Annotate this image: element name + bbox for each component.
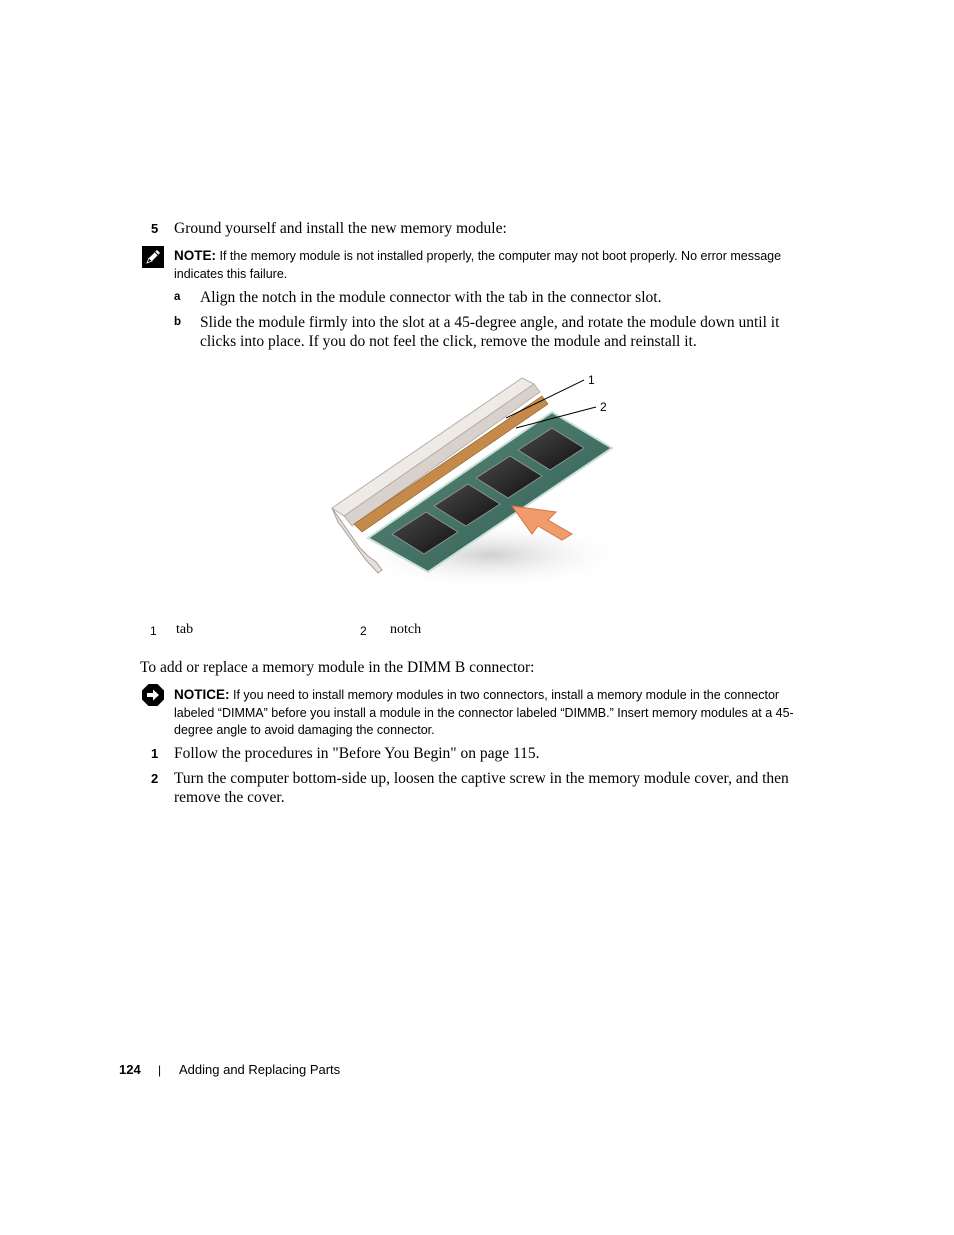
intro-paragraph: To add or replace a memory module in the DIMM B connector: [140,659,535,676]
legend-label: tab [176,622,194,637]
note-text: If the memory module is not installed properly, the computer may not boot properly. No error message indicates this failure. [174,249,782,281]
notice-label: NOTICE: [174,687,230,702]
substep-letter: b [174,316,182,328]
notice-text: If you need to install memory modules in two connectors, install a memory module in the connector labeled “DIMMA” before you install a module in the connector labeled “DIMMB.” Insert memory modules at a 45-degree angle to avoid damaging the connector. [174,688,794,737]
memory-module-illustration [320,370,620,605]
footer-separator: | [158,1063,162,1077]
notice-icon [142,684,164,706]
note-label: NOTE: [174,248,216,263]
notice-block [174,686,814,740]
step-text: Turn the computer bottom-side up, loosen the captive screw in the memory module cover, and then remove the cover. [174,770,789,806]
callout-1: 1 [588,373,595,387]
footer-section-title: Adding and Replacing Parts [179,1062,341,1077]
step-text: Ground yourself and install the new memory module: [174,220,507,237]
pencil-icon [142,246,164,268]
substep-letter: a [174,291,181,303]
note-block [174,247,814,283]
callout-2: 2 [600,400,607,414]
step-text: Follow the procedures in "Before You Begin" on page 115. [174,745,540,762]
step-number: 5 [151,221,159,236]
step-number: 2 [151,771,159,786]
legend-label: notch [390,622,422,637]
legend-number: 1 [150,624,157,638]
page-number: 124 [119,1062,141,1077]
substep-text: Slide the module firmly into the slot at a 45-degree angle, and rotate the module down until it clicks into place. If you do not feel the click, remove the module and reinstall it. [200,314,780,350]
step-number: 1 [151,746,159,761]
legend-number: 2 [360,624,367,638]
substep-text: Align the notch in the module connector with the tab in the connector slot. [200,289,662,306]
